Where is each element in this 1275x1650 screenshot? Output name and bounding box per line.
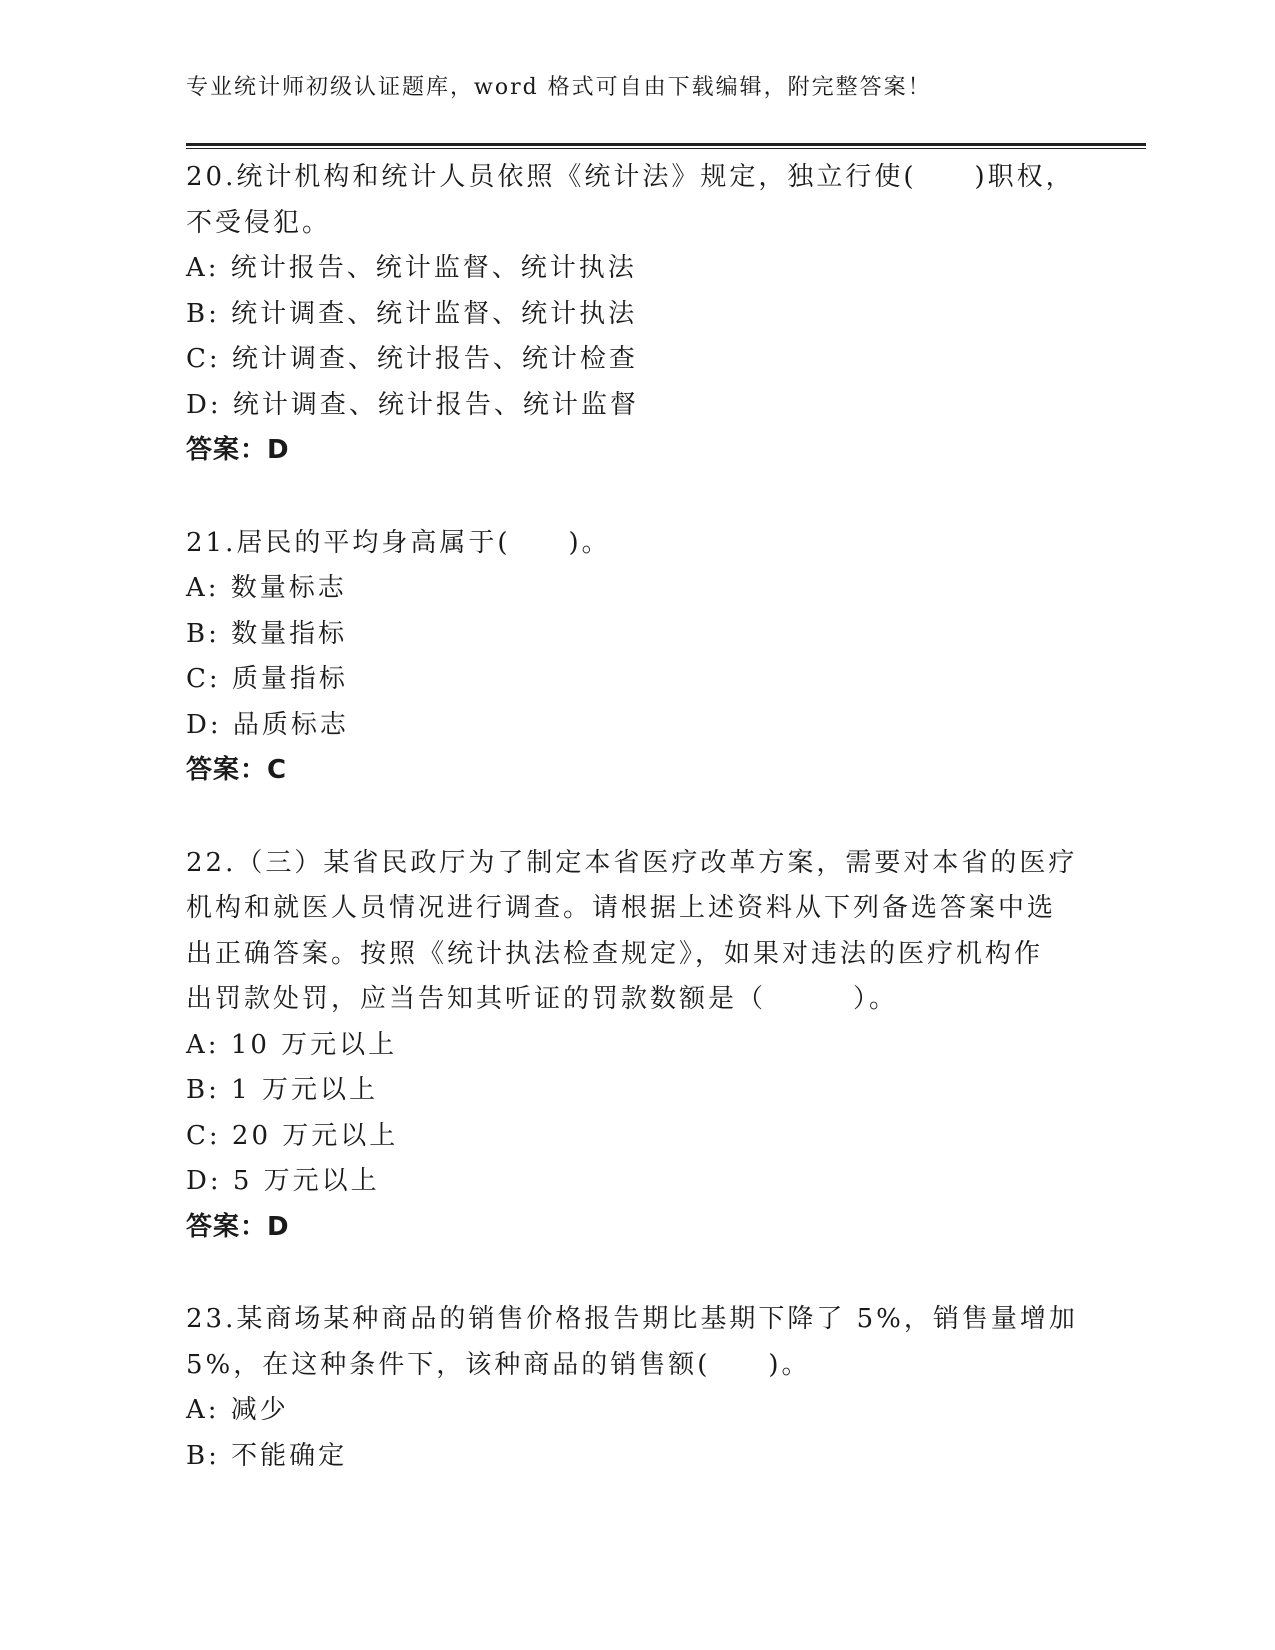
question-21 [186, 521, 1086, 794]
question-22 [186, 841, 1086, 1251]
option-a: A: 统计报告、统计监督、统计执法 [186, 253, 637, 283]
option-b: B: 不能确定 [186, 1440, 348, 1471]
answer: 答案：C [186, 755, 288, 785]
question-text: 23.某商场某种商品的销售价格报告期比基期下降了 5%，销售量增加 [186, 1304, 1078, 1334]
question-23 [186, 1297, 1086, 1479]
question-text: 出罚款处罚，应当告知其听证的罚款数额是（ ）。 [186, 984, 899, 1014]
question-20 [186, 155, 1086, 474]
question-list [186, 155, 1086, 1526]
option-a: A: 数量标志 [186, 573, 347, 603]
option-c: C: 质量指标 [186, 664, 348, 694]
answer: 答案：D [186, 435, 290, 465]
question-text: 不受侵犯。 [186, 207, 332, 238]
option-d: D: 品质标志 [186, 709, 349, 740]
option-a: A: 10 万元以上 [186, 1029, 398, 1060]
question-text: 22.（三）某省民政厅为了制定本省医疗改革方案，需要对本省的医疗 [186, 847, 1078, 878]
option-d: D: 统计调查、统计报告、统计监督 [186, 389, 639, 420]
option-b: B: 统计调查、统计监督、统计执法 [186, 298, 638, 329]
option-b: B: 数量指标 [186, 618, 348, 649]
option-c: C: 统计调查、统计报告、统计检查 [186, 344, 638, 374]
question-text: 机构和就医人员情况进行调查。请根据上述资料从下列备选答案中选 [186, 893, 1057, 923]
answer: 答案：D [186, 1211, 290, 1242]
page-header: 专业统计师初级认证题库，word 格式可自由下载编辑，附完整答案！ [186, 75, 932, 100]
question-text: 5%，在这种条件下，该种商品的销售额( )。 [186, 1349, 811, 1380]
header-divider [186, 143, 1146, 149]
question-text: 20.统计机构和统计人员依照《统计法》规定，独立行使( )职权， [186, 162, 1075, 192]
question-text: 出正确答案。按照《统计执法检查规定》，如果对违法的医疗机构作 [186, 938, 1044, 969]
option-c: C: 20 万元以上 [186, 1120, 399, 1151]
option-d: D: 5 万元以上 [186, 1166, 380, 1196]
option-a: A: 减少 [186, 1395, 289, 1425]
question-text: 21.居民的平均身高属于( )。 [186, 527, 611, 558]
option-b: B: 1 万元以上 [186, 1075, 378, 1105]
